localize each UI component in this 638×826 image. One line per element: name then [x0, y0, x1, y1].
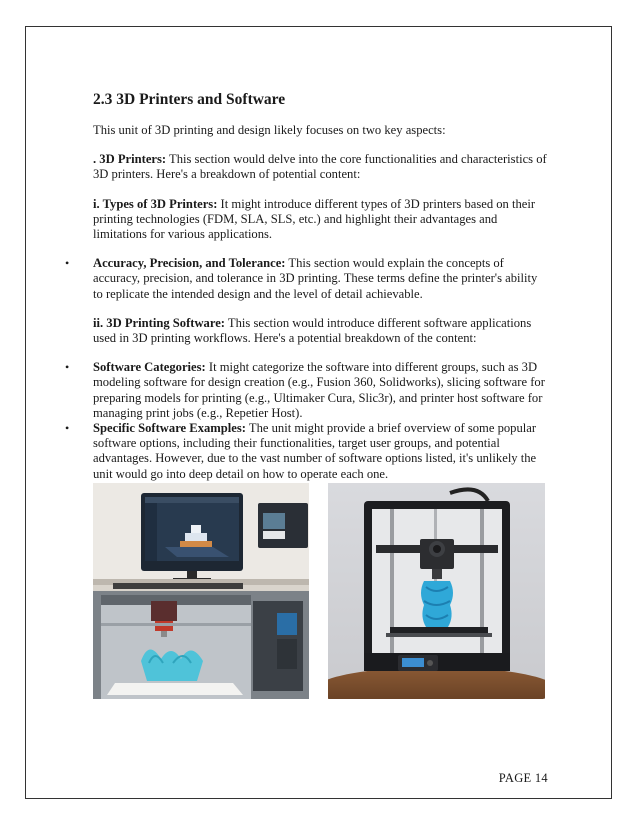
page-number: PAGE 14 [498, 771, 548, 785]
types-label: i. Types of 3D Printers: [93, 196, 218, 211]
3d-printer-illustration [328, 483, 545, 699]
software-categories-text: It might categorize the software into different groups, such as 3D modeling software for design creation (e.g., Fusion 360, Solidworks), slicing software for preparing models for printing (e.g., Ultimaker Cura, Slic3r), and printer host software for managing print jobs (e.g., Repetier Host). [93, 360, 545, 420]
printers-label: . 3D Printers: [93, 152, 167, 167]
accuracy-list [65, 256, 548, 302]
list-item [65, 360, 548, 421]
accuracy-label: Accuracy, Precision, and Tolerance: [93, 256, 286, 271]
software-categories-label: Software Categories: [93, 360, 206, 375]
bullet-icon: • [65, 360, 70, 375]
software-text: This section would introduce different software applications used in 3D printing workflows. Here's a potential breakdown of the content: [93, 315, 532, 346]
section-heading: 2.3 3D Printers and Software [93, 91, 286, 108]
printers-paragraph [93, 152, 548, 182]
intro-paragraph: This unit of 3D printing and design likely focuses on two key aspects: [93, 123, 446, 137]
bullet-icon: • [65, 256, 70, 271]
accuracy-text: This section would explain the concepts of accuracy, precision, and tolerance in 3D printing. These terms define the printer's ability to replicate the intended design and the level of detail achievable. [93, 256, 538, 301]
list-item [65, 256, 548, 302]
printer-workstation-illustration [93, 483, 309, 699]
software-examples-label: Specific Software Examples: [93, 421, 246, 436]
types-paragraph [93, 197, 548, 243]
types-text: It might introduce different types of 3D printers based on their printing technologies (FDM, SLA, SLS, etc.) and highlight their advantages and limitations for various applications. [93, 196, 536, 242]
software-paragraph [93, 316, 548, 346]
software-examples-text: The unit might provide a brief overview of some popular software options, including their functionalities, target user groups, and potential advantages. However, due to the vast number of software options listed, it's unlikely the unit would go into deep detail on how to operate each one. [93, 421, 537, 481]
software-label: ii. 3D Printing Software: [93, 315, 225, 330]
software-list [65, 360, 548, 482]
list-item [65, 421, 548, 482]
printer-workstation-image [93, 483, 309, 699]
image-row [93, 483, 546, 699]
page-content [65, 90, 548, 496]
printers-text: This section would delve into the core functionalities and characteristics of 3D printers. Here's a breakdown of potential content: [93, 152, 547, 182]
3d-printer-image [328, 483, 545, 699]
bullet-icon: • [65, 421, 70, 436]
